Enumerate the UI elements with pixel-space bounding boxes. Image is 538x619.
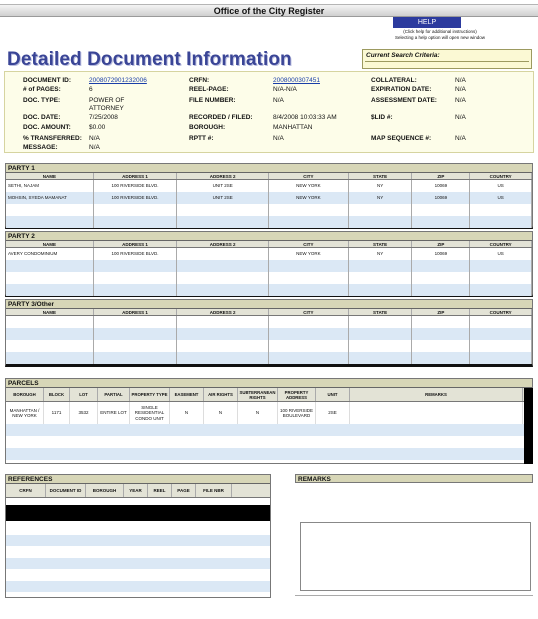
party-cell xyxy=(412,316,470,328)
document-id-label: DOCUMENT ID: xyxy=(23,77,72,84)
party-cell xyxy=(470,204,532,216)
rptt-value: N/A xyxy=(273,135,284,142)
party-column-header: CITY xyxy=(269,309,349,315)
reel-page-label: REEL-PAGE: xyxy=(189,86,229,93)
party-cell xyxy=(177,316,269,328)
party-row xyxy=(6,248,532,260)
party-cell xyxy=(269,272,349,284)
reference-row xyxy=(6,558,270,570)
party-cell xyxy=(349,284,413,296)
party-cell xyxy=(470,340,532,352)
parcel-column-header: SUBTERRANEAN RIGHTS xyxy=(238,388,278,401)
party-column-header: STATE xyxy=(349,173,413,179)
help-button[interactable]: HELP xyxy=(393,17,461,28)
party-cell xyxy=(412,204,470,216)
parcel-empty-row xyxy=(6,424,532,436)
party-cell: US xyxy=(470,192,532,204)
party-cell xyxy=(177,352,269,364)
pages-label: # of PAGES: xyxy=(23,86,61,93)
party-cell: US xyxy=(470,180,532,192)
party-cell xyxy=(470,284,532,296)
party-column-header: NAME xyxy=(6,173,94,179)
party-cell xyxy=(349,204,413,216)
borough-label: BOROUGH: xyxy=(189,124,226,131)
party-cell xyxy=(6,340,94,352)
search-criteria-divider xyxy=(365,61,529,62)
party-cell xyxy=(349,260,413,272)
expiration-value: N/A xyxy=(455,86,466,93)
search-criteria-box xyxy=(362,49,532,69)
party-row xyxy=(6,272,532,284)
party-cell xyxy=(269,284,349,296)
party1-header xyxy=(6,173,532,180)
borough-value: MANHATTAN xyxy=(273,124,313,131)
party-cell: NEW YORK xyxy=(269,180,349,192)
crfn-link[interactable]: 2008000307451 xyxy=(273,77,320,84)
message-value: N/A xyxy=(89,144,100,151)
party-column-header: ADDRESS 1 xyxy=(94,309,178,315)
help-note-line-2: Selecting a help option will open new window xyxy=(394,35,486,40)
reference-column-header: CRFN xyxy=(6,484,46,497)
remarks-divider xyxy=(295,595,533,596)
party-row xyxy=(6,192,532,204)
parcel-cell: ENTIRE LOT xyxy=(98,402,130,424)
search-criteria-label: Current Search Criteria: xyxy=(366,52,440,59)
party-column-header: ADDRESS 2 xyxy=(177,241,269,247)
parcels-title: PARCELS xyxy=(6,379,532,388)
party-cell: MOHSIN, SYEDA MAMANAT xyxy=(6,192,94,204)
parcel-cell xyxy=(350,402,523,424)
party-column-header: NAME xyxy=(6,241,94,247)
party-cell: 10069 xyxy=(412,180,470,192)
reference-row xyxy=(6,581,270,593)
party-cell xyxy=(269,204,349,216)
doc-amount-label: DOC. AMOUNT: xyxy=(23,124,71,131)
doc-type-label: DOC. TYPE: xyxy=(23,97,61,104)
party-row xyxy=(6,316,532,328)
help-note-line-1: (Click help for additional instructions) xyxy=(403,29,477,34)
party-cell xyxy=(6,316,94,328)
party-cell xyxy=(94,316,178,328)
party-cell xyxy=(349,352,413,364)
party-column-header: COUNTRY xyxy=(470,173,532,179)
party-row xyxy=(6,284,532,296)
party-cell xyxy=(6,260,94,272)
party-cell: NY xyxy=(349,180,413,192)
references-section xyxy=(5,474,271,598)
party-cell xyxy=(470,272,532,284)
remarks-title: REMARKS xyxy=(295,474,533,483)
parcel-cell: MANHATTAN / NEW YORK xyxy=(6,402,44,424)
party-cell xyxy=(177,260,269,272)
party-cell xyxy=(177,284,269,296)
party-cell xyxy=(177,272,269,284)
party-cell xyxy=(470,352,532,364)
doc-date-label: DOC. DATE: xyxy=(23,114,61,121)
reference-column-header: BOROUGH xyxy=(86,484,124,497)
party-row xyxy=(6,352,532,364)
party-row xyxy=(6,216,532,228)
party-cell xyxy=(412,328,470,340)
party3-header xyxy=(6,309,532,316)
reference-row xyxy=(6,523,270,535)
file-number-value: N/A xyxy=(273,97,284,104)
party-cell xyxy=(177,248,269,260)
map-sequence-value: N/A xyxy=(455,135,466,142)
assessment-label: ASSESSMENT DATE: xyxy=(371,97,437,104)
parcel-column-header: AIR RIGHTS xyxy=(204,388,238,401)
party-cell xyxy=(269,328,349,340)
party-row xyxy=(6,260,532,272)
party-column-header: NAME xyxy=(6,309,94,315)
party-cell xyxy=(412,284,470,296)
recorded-label: RECORDED / FILED: xyxy=(189,114,253,121)
parcel-column-header: BLOCK xyxy=(44,388,70,401)
expiration-label: EXPIRATION DATE: xyxy=(371,86,432,93)
party-cell xyxy=(177,340,269,352)
party-cell xyxy=(349,216,413,228)
party-column-header: ZIP xyxy=(412,309,470,315)
party-cell xyxy=(349,328,413,340)
party-column-header: ADDRESS 1 xyxy=(94,173,178,179)
party-row xyxy=(6,204,532,216)
remarks-box xyxy=(300,522,531,591)
party-column-header: ZIP xyxy=(412,241,470,247)
assessment-value: N/A xyxy=(455,97,466,104)
party2-section xyxy=(5,231,533,297)
parcel-row xyxy=(6,402,532,424)
parcel-cell: N xyxy=(238,402,278,424)
party-cell: AVERY CONDOMINIUM xyxy=(6,248,94,260)
party2-title: PARTY 2 xyxy=(6,232,532,241)
party-cell xyxy=(6,272,94,284)
reference-row xyxy=(6,569,270,581)
party-cell xyxy=(412,216,470,228)
parcel-column-header: LOT xyxy=(70,388,98,401)
party-column-header: ADDRESS 1 xyxy=(94,241,178,247)
party-column-header: ZIP xyxy=(412,173,470,179)
party-cell xyxy=(470,260,532,272)
parcel-cell: SINGLE RESIDENTIAL CONDO UNIT xyxy=(130,402,170,424)
party-cell: NEW YORK xyxy=(269,248,349,260)
parcel-cell: 1171 xyxy=(44,402,70,424)
party-cell xyxy=(412,340,470,352)
party-cell: NEW YORK xyxy=(269,192,349,204)
header-title: Office of the City Register xyxy=(213,6,325,16)
file-number-label: FILE NUMBER: xyxy=(189,97,236,104)
party-cell xyxy=(470,316,532,328)
slid-label: $LID #: xyxy=(371,114,393,121)
parcel-cell: 3532 xyxy=(70,402,98,424)
crfn-label: CRFN: xyxy=(189,77,210,84)
party-cell xyxy=(6,204,94,216)
parcel-column-header: BOROUGH xyxy=(6,388,44,401)
transferred-value: N/A xyxy=(89,135,100,142)
party-cell: UNIT 2SE xyxy=(177,192,269,204)
party-cell xyxy=(269,316,349,328)
party-cell xyxy=(94,284,178,296)
references-title: REFERENCES xyxy=(6,475,270,484)
party-cell xyxy=(412,272,470,284)
reference-row xyxy=(6,535,270,547)
collateral-value: N/A xyxy=(455,77,466,84)
party-cell xyxy=(94,340,178,352)
party-cell xyxy=(94,204,178,216)
party-cell: 10069 xyxy=(412,248,470,260)
party-cell xyxy=(94,260,178,272)
party-cell xyxy=(349,272,413,284)
parcel-cell: N xyxy=(204,402,238,424)
party1-section xyxy=(5,163,533,229)
party3-section xyxy=(5,299,533,367)
party-cell xyxy=(94,328,178,340)
party-cell xyxy=(6,328,94,340)
parcels-header xyxy=(6,388,532,402)
doc-type-value: POWER OF ATTORNEY xyxy=(89,97,125,112)
doc-amount-value: $0.00 xyxy=(89,124,106,131)
party-cell xyxy=(94,216,178,228)
party-row xyxy=(6,340,532,352)
party-cell xyxy=(470,328,532,340)
party-cell: 100 RIVERSIDE BLVD. xyxy=(94,180,178,192)
parcel-column-header: PARTIAL xyxy=(98,388,130,401)
party-cell xyxy=(94,272,178,284)
party-cell: SETHI, NAJAM xyxy=(6,180,94,192)
reference-column-header: YEAR xyxy=(124,484,148,497)
party-cell: 100 RIVERSIDE BLVD. xyxy=(94,248,178,260)
party-column-header: CITY xyxy=(269,241,349,247)
party-cell xyxy=(94,352,178,364)
parcel-column-header: UNIT xyxy=(316,388,350,401)
parcel-cell: N xyxy=(170,402,204,424)
parcel-cell: 2SE xyxy=(316,402,350,424)
party-row xyxy=(6,328,532,340)
party-cell xyxy=(470,216,532,228)
party2-header xyxy=(6,241,532,248)
party-cell xyxy=(269,216,349,228)
party-cell: UNIT 2SE xyxy=(177,180,269,192)
party-column-header: STATE xyxy=(349,309,413,315)
party-cell xyxy=(412,260,470,272)
party-cell xyxy=(269,340,349,352)
references-header xyxy=(6,484,270,498)
party-cell: 10069 xyxy=(412,192,470,204)
parcel-empty-row xyxy=(6,448,532,460)
party-cell xyxy=(269,260,349,272)
transferred-label: % TRANSFERRED: xyxy=(23,135,82,142)
document-info-panel xyxy=(4,71,534,153)
slid-value: N/A xyxy=(455,114,466,121)
parcel-empty-row xyxy=(6,436,532,448)
party-cell: NY xyxy=(349,192,413,204)
party-column-header: ADDRESS 2 xyxy=(177,173,269,179)
reference-column-header: PAGE xyxy=(172,484,196,497)
party-row xyxy=(6,180,532,192)
header-bar xyxy=(0,4,538,17)
pages-value: 6 xyxy=(89,86,93,93)
party-cell xyxy=(177,204,269,216)
reference-column-header: REEL xyxy=(148,484,172,497)
parcel-column-header: EASEMENT xyxy=(170,388,204,401)
recorded-value: 8/4/2008 10:03:33 AM xyxy=(273,114,337,121)
party3-title: PARTY 3/Other xyxy=(6,300,532,309)
map-sequence-label: MAP SEQUENCE #: xyxy=(371,135,432,142)
parcels-section xyxy=(5,378,533,464)
party-cell: 100 RIVERSIDE BLVD. xyxy=(94,192,178,204)
party-cell xyxy=(349,316,413,328)
doc-date-value: 7/25/2008 xyxy=(89,114,118,121)
party-cell xyxy=(269,352,349,364)
reel-page-value: N/A-N/A xyxy=(273,86,297,93)
reference-row xyxy=(6,546,270,558)
party-column-header: COUNTRY xyxy=(470,241,532,247)
party-cell xyxy=(177,216,269,228)
party-column-header: COUNTRY xyxy=(470,309,532,315)
help-note xyxy=(380,29,500,41)
collateral-label: COLLATERAL: xyxy=(371,77,417,84)
party-cell xyxy=(6,352,94,364)
party-cell: NY xyxy=(349,248,413,260)
rptt-label: RPTT #: xyxy=(189,135,214,142)
parcel-column-header: REMARKS xyxy=(350,388,523,401)
reference-column-header: FILE NBR xyxy=(196,484,232,497)
parcel-cell: 100 RIVERSIDE BOULEVARD xyxy=(278,402,316,424)
party-cell: US xyxy=(470,248,532,260)
party-column-header: STATE xyxy=(349,241,413,247)
party-cell xyxy=(349,340,413,352)
party-cell xyxy=(177,328,269,340)
party-cell xyxy=(412,352,470,364)
party-cell xyxy=(6,284,94,296)
parcel-column-header: PROPERTY TYPE xyxy=(130,388,170,401)
party-column-header: ADDRESS 2 xyxy=(177,309,269,315)
remarks-section xyxy=(295,474,533,598)
page-title: Detailed Document Information xyxy=(7,49,292,70)
party-cell xyxy=(6,216,94,228)
parcels-scrollbar[interactable] xyxy=(524,388,533,464)
references-black-band xyxy=(6,505,270,521)
party1-title: PARTY 1 xyxy=(6,164,532,173)
reference-column-header: DOCUMENT ID xyxy=(46,484,86,497)
party-column-header: CITY xyxy=(269,173,349,179)
document-id-link[interactable]: 2008072901232006 xyxy=(89,77,147,84)
message-label: MESSAGE: xyxy=(23,144,58,151)
parcel-column-header: PROPERTY ADDRESS xyxy=(278,388,316,401)
